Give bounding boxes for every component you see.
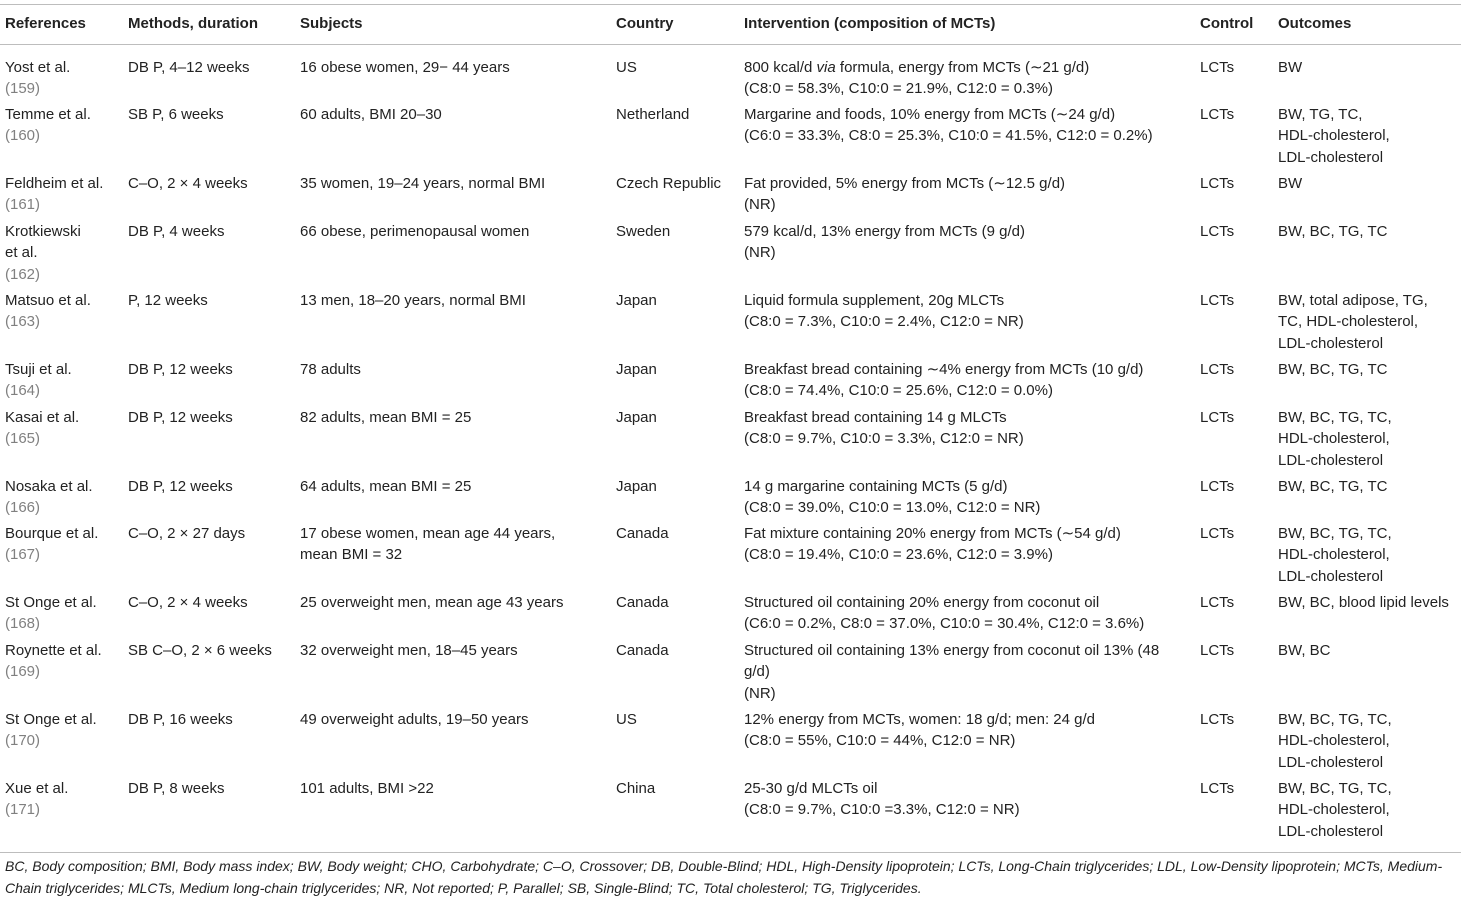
country-cell: Japan: [616, 361, 657, 378]
ref-author: Bourque et al. (167): [5, 525, 99, 564]
control-cell: LCTs: [1200, 594, 1235, 611]
methods-cell: C–O, 2 × 4 weeks: [128, 175, 248, 192]
methods-cell: DB P, 12 weeks: [128, 478, 233, 495]
outcomes-cell: BW, BC, TG, TC, HDL-cholesterol, LDL-cholesterol: [1278, 711, 1392, 771]
methods-cell: DB P, 12 weeks: [128, 409, 233, 426]
country-cell: Czech Republic: [616, 175, 722, 192]
methods-cell: C–O, 2 × 4 weeks: [128, 594, 248, 611]
header-methods: Methods, duration: [128, 15, 258, 32]
control-cell: LCTs: [1200, 525, 1235, 542]
subjects-cell: 64 adults, mean BMI = 25: [300, 478, 472, 495]
subjects-cell: 66 obese, perimenopausal women: [300, 223, 530, 240]
subjects-cell: 16 obese women, 29− 44 years: [300, 59, 510, 76]
subjects-cell: 101 adults, BMI >22: [300, 780, 434, 797]
header-control: Control: [1200, 15, 1254, 32]
outcomes-cell: BW, BC, TG, TC: [1278, 478, 1388, 495]
outcomes-cell: BW: [1278, 59, 1303, 76]
methods-cell: DB P, 16 weeks: [128, 711, 233, 728]
table-top-rule: [0, 4, 1461, 5]
country-cell: Netherland: [616, 106, 690, 123]
ref-author: Nosaka et al. (166): [5, 478, 93, 517]
ref-link[interactable]: (159): [5, 80, 41, 98]
ref-link[interactable]: (168): [5, 615, 41, 633]
header-bottom-rule: [0, 44, 1461, 45]
ref-link[interactable]: (161): [5, 196, 41, 214]
country-cell: Canada: [616, 594, 669, 611]
country-cell: Canada: [616, 525, 669, 542]
ref-link[interactable]: (164): [5, 382, 41, 400]
header-references: References: [5, 15, 86, 32]
country-cell: Japan: [616, 292, 657, 309]
country-cell: US: [616, 711, 637, 728]
control-cell: LCTs: [1200, 106, 1235, 123]
intervention-cell: Margarine and foods, 10% energy from MCTs (∼24 g/d) (C6:0 = 33.3%, C8:0 = 25.3%, C10:0 = 41.5%, C12:0 = 0.2%): [744, 106, 1153, 145]
subjects-cell: 32 overweight men, 18–45 years: [300, 642, 518, 659]
outcomes-cell: BW, TG, TC, HDL-cholesterol, LDL-cholesterol: [1278, 106, 1390, 166]
intervention-cell: Fat mixture containing 20% energy from MCTs (∼54 g/d) (C8:0 = 19.4%, C10:0 = 23.6%, C12:0 = 3.9%): [744, 525, 1121, 564]
outcomes-cell: BW, BC, blood lipid levels: [1278, 594, 1449, 611]
methods-cell: C–O, 2 × 27 days: [128, 525, 246, 542]
methods-cell: DB P, 12 weeks: [128, 361, 233, 378]
subjects-cell: 78 adults: [300, 361, 361, 378]
ref-author: Matsuo et al. (163): [5, 292, 91, 331]
subjects-cell: 49 overweight adults, 19–50 years: [300, 711, 529, 728]
intervention-cell: 579 kcal/d, 13% energy from MCTs (9 g/d) (NR): [744, 223, 1025, 262]
country-cell: Canada: [616, 642, 669, 659]
header-country: Country: [616, 15, 674, 32]
ref-link[interactable]: (163): [5, 313, 41, 331]
ref-author: St Onge et al. (170): [5, 711, 97, 750]
intervention-cell: Structured oil containing 20% energy from coconut oil (C6:0 = 0.2%, C8:0 = 37.0%, C10:0 = 30.4%, C12:0 = 3.6%): [744, 594, 1145, 633]
methods-cell: SB C–O, 2 × 6 weeks: [128, 642, 272, 659]
ref-author: St Onge et al. (168): [5, 594, 97, 633]
intervention-cell: Breakfast bread containing 14 g MLCTs (C8:0 = 9.7%, C10:0 = 3.3%, C12:0 = NR): [744, 409, 1024, 448]
outcomes-cell: BW: [1278, 175, 1303, 192]
intervention-cell: 800 kcal/d via formula, energy from MCTs (∼21 g/d) (C8:0 = 58.3%, C10:0 = 21.9%, C12:0 = 0.3%): [744, 59, 1090, 98]
subjects-cell: 60 adults, BMI 20–30: [300, 106, 442, 123]
ref-link[interactable]: (160): [5, 127, 41, 145]
subjects-cell: 82 adults, mean BMI = 25: [300, 409, 472, 426]
intervention-cell: Structured oil containing 13% energy from coconut oil 13% (48 g/d) (NR): [744, 642, 1160, 702]
ref-author: Tsuji et al. (164): [5, 361, 72, 400]
ref-link[interactable]: (171): [5, 801, 41, 819]
methods-cell: DB P, 8 weeks: [128, 780, 225, 797]
subjects-cell: 25 overweight men, mean age 43 years: [300, 594, 564, 611]
ref-link[interactable]: (169): [5, 663, 41, 681]
ref-link[interactable]: (165): [5, 430, 41, 448]
ref-author: Xue et al. (171): [5, 780, 69, 819]
intervention-cell: Breakfast bread containing ∼4% energy from MCTs (10 g/d) (C8:0 = 74.4%, C10:0 = 25.6%, C12:0 = 0.0%): [744, 361, 1144, 400]
intervention-cell: Fat provided, 5% energy from MCTs (∼12.5 g/d) (NR): [744, 175, 1066, 214]
ref-author: Roynette et al. (169): [5, 642, 102, 681]
control-cell: LCTs: [1200, 223, 1235, 240]
methods-cell: DB P, 4–12 weeks: [128, 59, 250, 76]
outcomes-cell: BW, BC: [1278, 642, 1331, 659]
control-cell: LCTs: [1200, 361, 1235, 378]
ref-link[interactable]: (166): [5, 499, 41, 517]
control-cell: LCTs: [1200, 409, 1235, 426]
methods-cell: SB P, 6 weeks: [128, 106, 224, 123]
country-cell: US: [616, 59, 637, 76]
intervention-cell: 12% energy from MCTs, women: 18 g/d; men: 24 g/d (C8:0 = 55%, C10:0 = 44%, C12:0 = NR): [744, 711, 1095, 750]
outcomes-cell: BW, total adipose, TG, TC, HDL-cholesterol, LDL-cholesterol: [1278, 292, 1428, 352]
ref-author: Yost et al. (159): [5, 59, 71, 98]
control-cell: LCTs: [1200, 175, 1235, 192]
subjects-cell: 17 obese women, mean age 44 years, mean BMI = 32: [300, 525, 556, 564]
header-outcomes: Outcomes: [1278, 15, 1352, 32]
control-cell: LCTs: [1200, 292, 1235, 309]
outcomes-cell: BW, BC, TG, TC: [1278, 223, 1388, 240]
outcomes-cell: BW, BC, TG, TC, HDL-cholesterol, LDL-cholesterol: [1278, 780, 1392, 840]
header-subjects: Subjects: [300, 15, 363, 32]
subjects-cell: 13 men, 18–20 years, normal BMI: [300, 292, 526, 309]
country-cell: Sweden: [616, 223, 671, 240]
outcomes-cell: BW, BC, TG, TC, HDL-cholesterol, LDL-cholesterol: [1278, 525, 1392, 585]
control-cell: LCTs: [1200, 642, 1235, 659]
ref-author: Feldheim et al. (161): [5, 175, 104, 214]
ref-author: Temme et al. (160): [5, 106, 91, 145]
country-cell: Japan: [616, 478, 657, 495]
control-cell: LCTs: [1200, 59, 1235, 76]
table-bottom-rule: [0, 852, 1461, 853]
intervention-cell: 14 g margarine containing MCTs (5 g/d) (C8:0 = 39.0%, C10:0 = 13.0%, C12:0 = NR): [744, 478, 1041, 517]
country-cell: Japan: [616, 409, 657, 426]
ref-link[interactable]: (170): [5, 732, 41, 750]
outcomes-cell: BW, BC, TG, TC, HDL-cholesterol, LDL-cholesterol: [1278, 409, 1392, 469]
subjects-cell: 35 women, 19–24 years, normal BMI: [300, 175, 546, 192]
methods-cell: P, 12 weeks: [128, 292, 208, 309]
intervention-cell: Liquid formula supplement, 20g MLCTs (C8:0 = 7.3%, C10:0 = 2.4%, C12:0 = NR): [744, 292, 1024, 331]
ref-author: Kasai et al. (165): [5, 409, 80, 448]
control-cell: LCTs: [1200, 478, 1235, 495]
outcomes-cell: BW, BC, TG, TC: [1278, 361, 1388, 378]
methods-cell: DB P, 4 weeks: [128, 223, 225, 240]
country-cell: China: [616, 780, 656, 797]
control-cell: LCTs: [1200, 711, 1235, 728]
ref-author: Krotkiewski et al. (162): [5, 223, 81, 283]
table-footnote: BC, Body composition; BMI, Body mass index; BW, Body weight; CHO, Carbohydrate; C–O, Crossover; DB, Double-Blind; HDL, High-Density lipoprotein; LCTs, Long-Chain triglycerides; LDL, Low-Density lipoprotein; MCTs, Medium-Chain triglycerides; MLCTs, Medium long-chain triglycerides; NR, Not reported; P, Parallel; SB, Single-Blind; TC, Total cholesterol; TG, Triglycerides.: [5, 858, 1443, 896]
header-intervention: Intervention (composition of MCTs): [744, 15, 996, 32]
control-cell: LCTs: [1200, 780, 1235, 797]
ref-link[interactable]: (167): [5, 546, 41, 564]
ref-link[interactable]: (162): [5, 265, 41, 283]
intervention-cell: 25-30 g/d MLCTs oil (C8:0 = 9.7%, C10:0 =3.3%, C12:0 = NR): [744, 780, 1020, 819]
